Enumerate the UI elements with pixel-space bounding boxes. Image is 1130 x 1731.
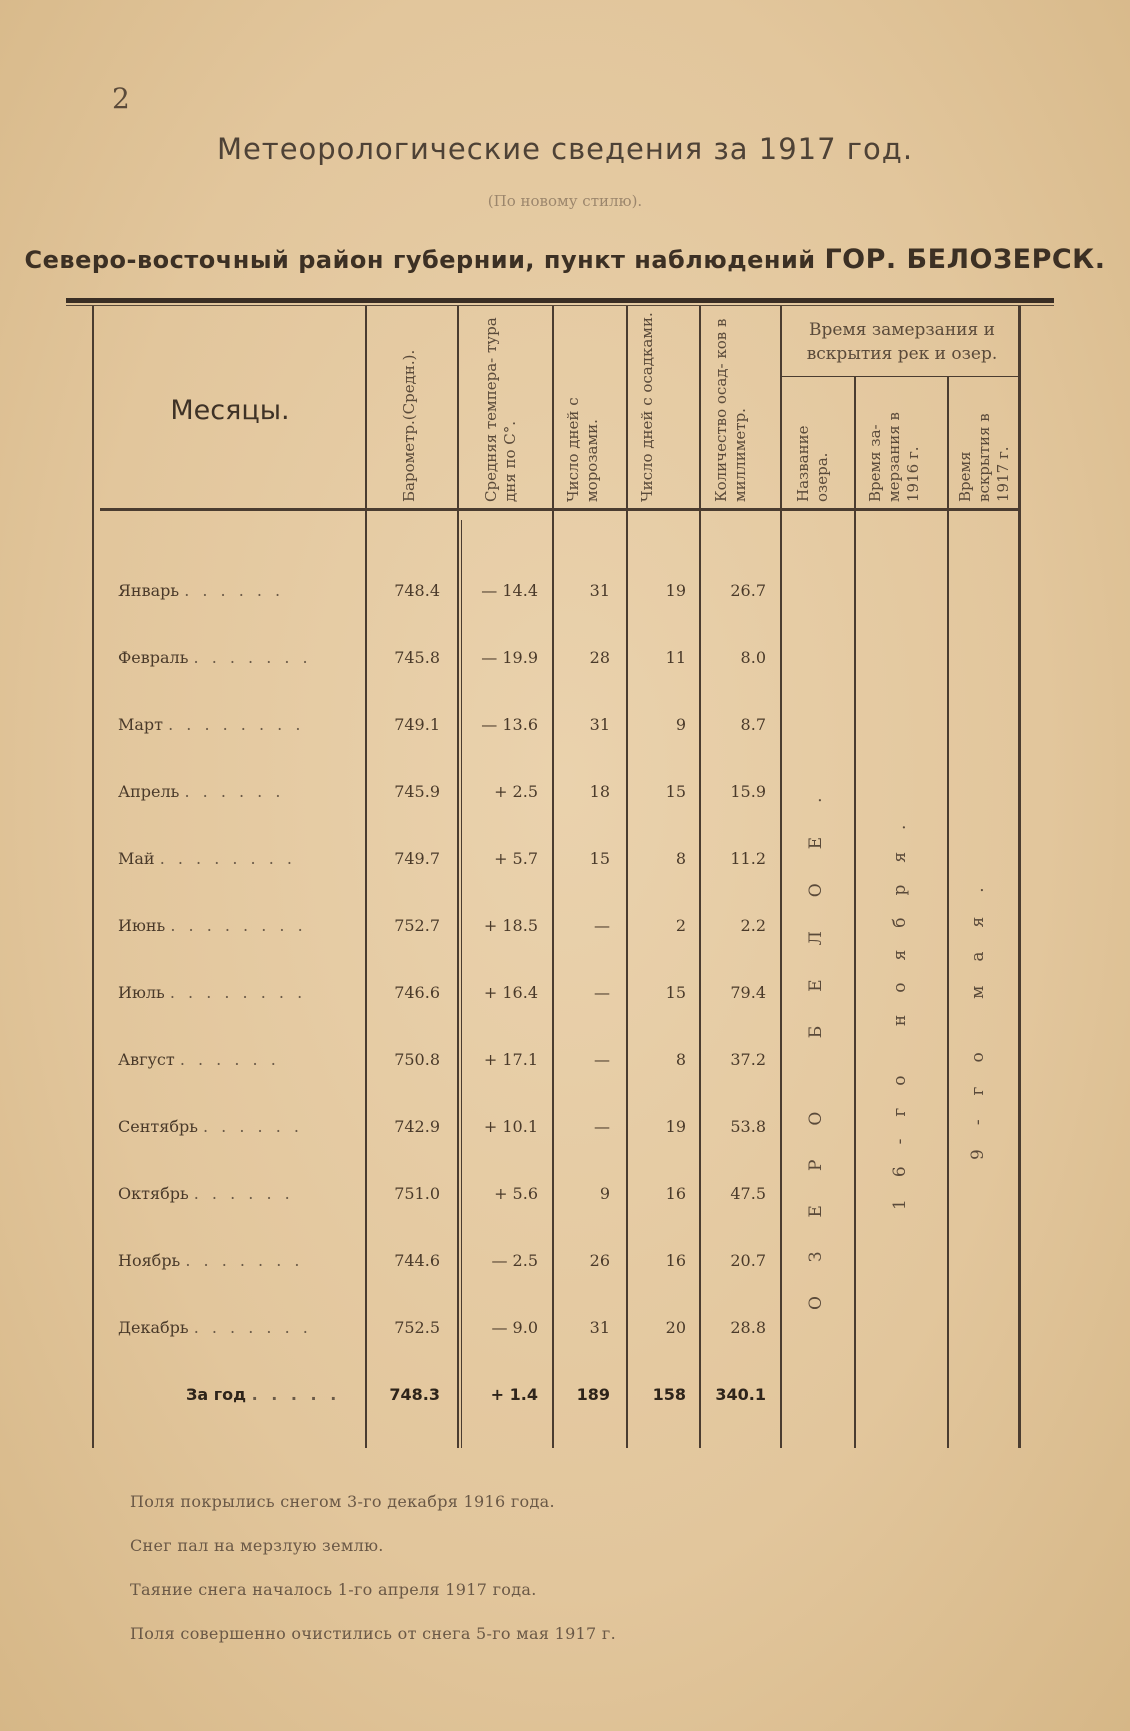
row-month (118, 648, 312, 667)
footnote: Таяние снега началось 1-го апреля 1917 года. (130, 1580, 537, 1599)
total-barometer: 748.3 (389, 1385, 440, 1404)
page-subtitle: (По новому стилю). (487, 192, 643, 210)
table-left-border (92, 306, 94, 1448)
barometer-value: 752.5 (394, 1318, 440, 1337)
row-month (118, 1251, 303, 1270)
temp-value: + 5.7 (494, 849, 538, 868)
barometer-value: 752.7 (394, 916, 440, 935)
frost-value: — (594, 1117, 610, 1136)
temp-value: — 13.6 (481, 715, 538, 734)
group-header-rule (780, 376, 1020, 377)
temp-value: — 2.5 (491, 1251, 538, 1270)
temp-value: + 2.5 (494, 782, 538, 801)
precip-days-value: 8 (675, 1050, 686, 1069)
month-label: Апрель (118, 782, 180, 801)
precip-value: 37.2 (730, 1050, 766, 1069)
precip-days-value: 9 (675, 715, 686, 734)
month-label: Октябрь (118, 1184, 189, 1203)
temp-value: + 18.5 (483, 916, 538, 935)
precip-value: 47.5 (730, 1184, 766, 1203)
barometer-value: 749.1 (394, 715, 440, 734)
header-temperature: Средняя темпера- тура дня по С°. (482, 317, 519, 502)
leader-dots: . . . . . . (203, 1117, 303, 1136)
precip-value: 2.2 (740, 916, 766, 935)
lake-name-note: ОЗЕРО БЕЛОЕ. (806, 763, 826, 1310)
table-right-border (1018, 306, 1021, 1448)
month-label: Июнь (118, 916, 166, 935)
col-divider (699, 306, 701, 1448)
total-precip-days: 158 (652, 1385, 686, 1404)
leader-dots: . . . . . . . (193, 1318, 312, 1337)
open-date-note: 9-го мая. (968, 863, 988, 1160)
frost-value: — (594, 1050, 610, 1069)
precip-value: 11.2 (730, 849, 766, 868)
precip-days-value: 8 (675, 849, 686, 868)
temp-value: — 9.0 (491, 1318, 538, 1337)
precip-value: 15.9 (730, 782, 766, 801)
row-month (118, 581, 284, 600)
temp-value: — 14.4 (481, 581, 538, 600)
frost-value: 31 (589, 715, 610, 734)
total-temp: + 1.4 (490, 1385, 538, 1404)
header-frost-days: Число дней с морозами. (564, 397, 601, 502)
total-frost: 189 (576, 1385, 610, 1404)
frost-value: 18 (589, 782, 610, 801)
region-city: ГОР. БЕЛОЗЕРСК. (824, 244, 1106, 275)
total-month-label: За год (186, 1385, 247, 1404)
row-month (118, 1318, 312, 1337)
col-divider (552, 306, 554, 1448)
table-top-rule-thin (66, 305, 1054, 306)
month-label: Март (118, 715, 164, 734)
precip-days-value: 19 (665, 1117, 686, 1136)
leader-dots: . . . . . . . . (169, 983, 307, 1002)
leader-dots: . . . . . . (179, 1050, 280, 1069)
header-bottom-rule (100, 508, 1020, 511)
precip-value: 8.7 (740, 715, 766, 734)
footnote: Поля совершенно очистились от снега 5-го мая 1917 г. (130, 1624, 616, 1643)
precip-days-value: 16 (665, 1251, 686, 1270)
month-label: Август (118, 1050, 175, 1069)
col-divider (626, 306, 628, 1448)
month-label: Июль (118, 983, 165, 1002)
barometer-value: 750.8 (394, 1050, 440, 1069)
page-number: 2 (112, 82, 130, 115)
header-barometer: Барометр.(Средн.). (400, 349, 418, 502)
precip-days-value: 20 (665, 1318, 686, 1337)
temp-value: — 19.9 (481, 648, 538, 667)
footnote: Снег пал на мерзлую землю. (130, 1536, 384, 1555)
precip-value: 28.8 (730, 1318, 766, 1337)
row-month (118, 715, 304, 734)
frost-value: — (594, 916, 610, 935)
temp-value: + 16.4 (483, 983, 538, 1002)
barometer-value: 744.6 (394, 1251, 440, 1270)
col-divider (780, 306, 782, 1448)
frost-value: 9 (599, 1184, 610, 1203)
precip-days-value: 19 (665, 581, 686, 600)
freeze-date-note: 16-го ноября. (890, 802, 910, 1210)
total-label (186, 1385, 340, 1404)
precip-days-value: 2 (675, 916, 686, 935)
temp-value: + 10.1 (483, 1117, 538, 1136)
header-freeze-1916: Время за- мерзания в 1916 г. (866, 412, 922, 502)
precip-days-value: 16 (665, 1184, 686, 1203)
row-month (118, 983, 306, 1002)
leader-dots: . . . . . . (193, 1184, 294, 1203)
month-label: Ноябрь (118, 1251, 181, 1270)
month-label: Январь (118, 581, 180, 600)
region-line (0, 244, 1130, 275)
precip-value: 20.7 (730, 1251, 766, 1270)
barometer-value: 745.8 (394, 648, 440, 667)
leader-dots: . . . . . . . . (170, 916, 307, 935)
frost-value: 28 (589, 648, 610, 667)
region-text: Северо-восточный район губернии, пункт наблюдений (24, 246, 816, 274)
col-divider-double (461, 520, 462, 1448)
row-month (118, 1184, 294, 1203)
row-month (118, 849, 296, 868)
barometer-value: 748.4 (394, 581, 440, 600)
precip-value: 79.4 (730, 983, 766, 1002)
total-precip: 340.1 (715, 1385, 766, 1404)
header-lake-name: Название озера. (794, 425, 831, 502)
table-top-rule (66, 298, 1054, 303)
barometer-value: 749.7 (394, 849, 440, 868)
month-label: Декабрь (118, 1318, 189, 1337)
row-month (118, 1117, 303, 1136)
header-freeze-group: Время замерзания и вскрытия рек и озер. (806, 320, 998, 364)
leader-dots: . . . . . . . (185, 1251, 304, 1270)
footnote: Поля покрылись снегом 3-го декабря 1916 года. (130, 1492, 555, 1511)
row-month (118, 1050, 280, 1069)
barometer-value: 751.0 (394, 1184, 440, 1203)
header-open-1917: Время вскрытия в 1917 г. (956, 413, 1012, 502)
leader-dots: . . . . . . (184, 782, 285, 801)
header-months: Месяцы. (170, 395, 290, 426)
precip-days-value: 15 (665, 782, 686, 801)
col-divider (365, 306, 367, 1448)
precip-value: 53.8 (730, 1117, 766, 1136)
barometer-value: 745.9 (394, 782, 440, 801)
col-divider (947, 376, 949, 1448)
row-month (118, 916, 307, 935)
header-precip-amount: Количество осад- ков в миллиметр. (712, 318, 749, 502)
frost-value: 15 (589, 849, 610, 868)
precip-value: 26.7 (730, 581, 766, 600)
month-label: Сентябрь (118, 1117, 198, 1136)
leader-dots: . . . . . . . . (159, 849, 296, 868)
precip-days-value: 11 (665, 648, 686, 667)
precip-days-value: 15 (665, 983, 686, 1002)
month-label: Май (118, 849, 155, 868)
temp-value: + 5.6 (494, 1184, 538, 1203)
frost-value: — (594, 983, 610, 1002)
leader-dots: . . . . . (251, 1385, 341, 1404)
barometer-value: 746.6 (394, 983, 440, 1002)
header-precip-days: Число дней с осадками. (638, 312, 656, 502)
leader-dots: . . . . . . . . (168, 715, 305, 734)
frost-value: 26 (589, 1251, 610, 1270)
barometer-value: 742.9 (394, 1117, 440, 1136)
row-month (118, 782, 284, 801)
precip-value: 8.0 (740, 648, 766, 667)
frost-value: 31 (589, 581, 610, 600)
leader-dots: . . . . . . . (193, 648, 312, 667)
col-divider (854, 376, 856, 1448)
temp-value: + 17.1 (483, 1050, 538, 1069)
leader-dots: . . . . . . (184, 581, 285, 600)
col-divider (457, 306, 459, 1448)
frost-value: 31 (589, 1318, 610, 1337)
month-label: Февраль (118, 648, 189, 667)
page-title: Метеорологические сведения за 1917 год. (216, 132, 914, 166)
